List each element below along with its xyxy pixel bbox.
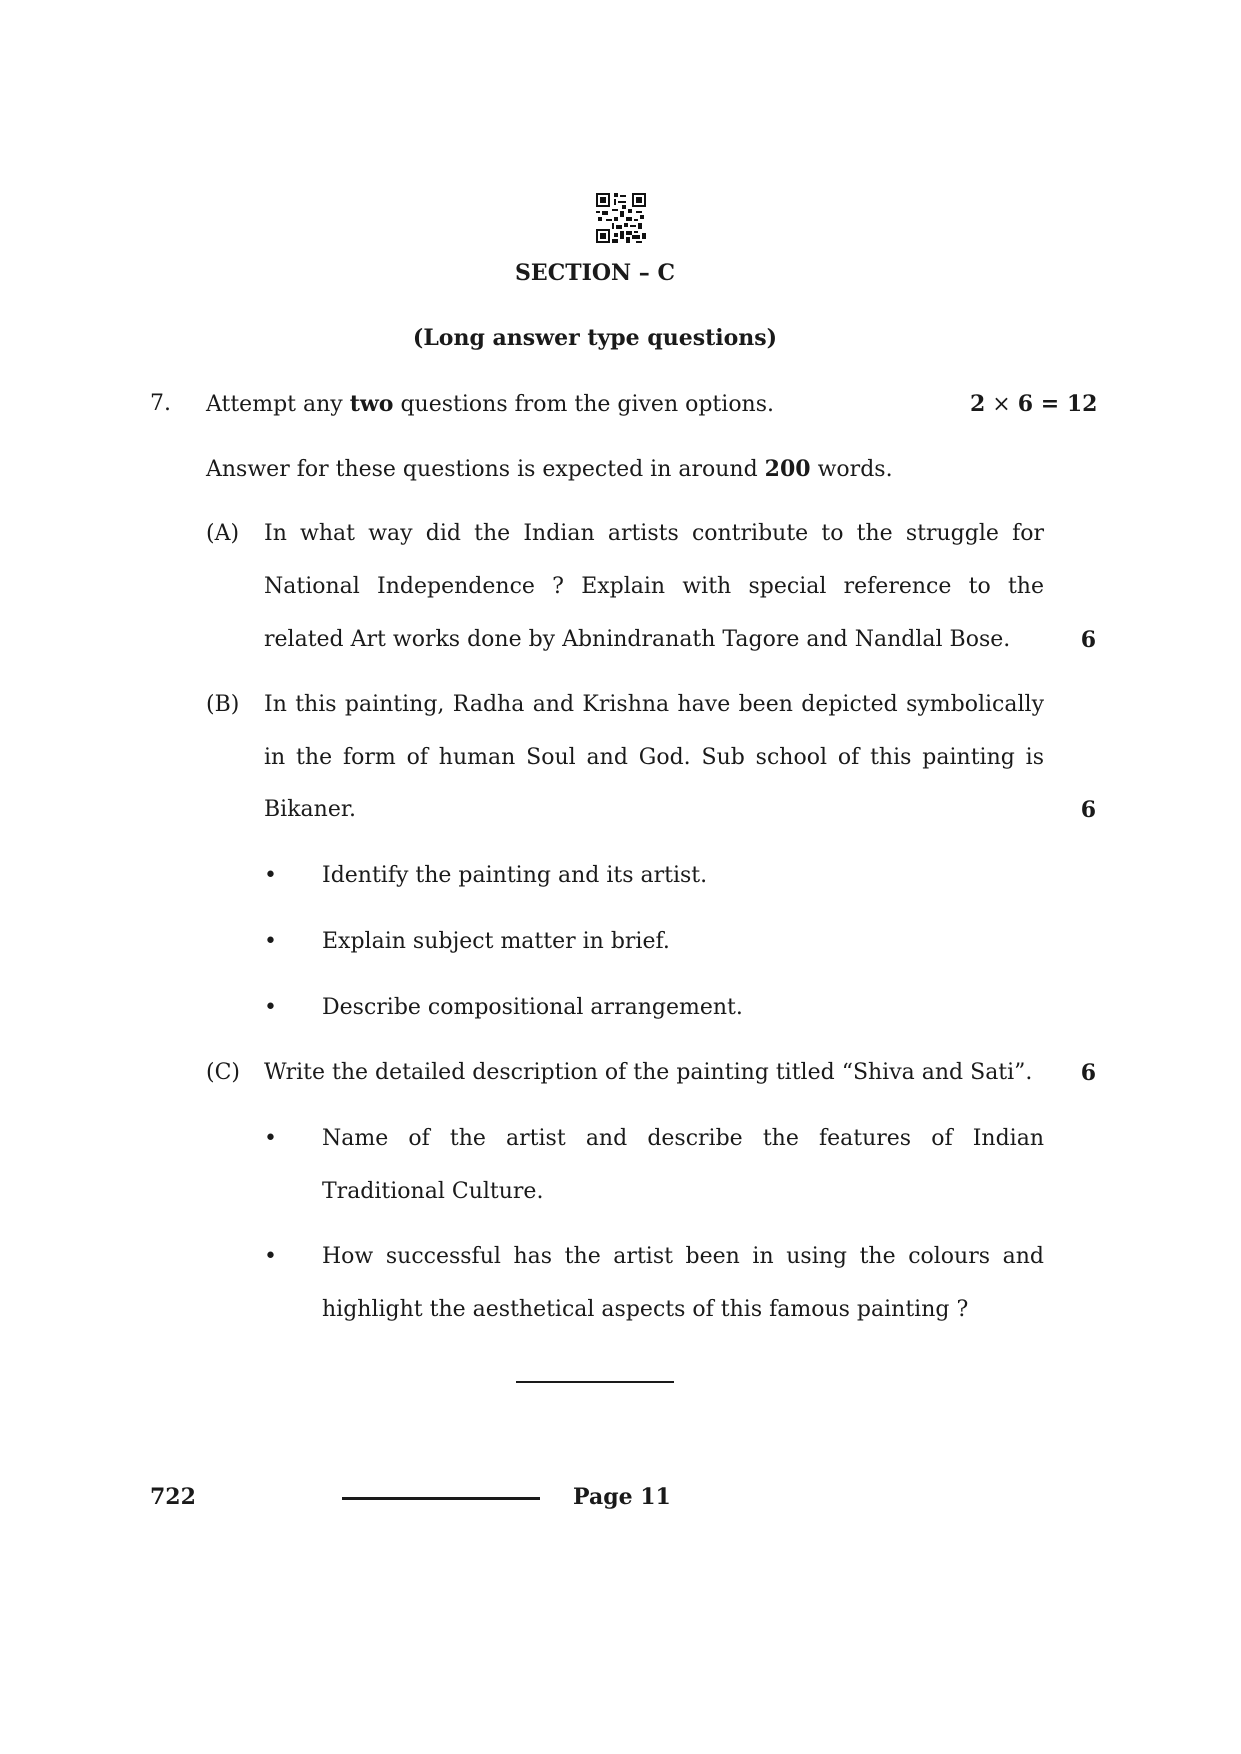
question-number: 7. [150,391,171,416]
instruction-word-count: 200 [764,456,811,482]
option-a-line3: related Art works done by Abnindranath Tagore and Nandlal Bose. [264,627,1011,652]
bullet-icon: • [264,995,277,1020]
option-b-label: (B) [206,692,240,717]
option-b-bullet-1: Identify the painting and its artist. [322,863,708,888]
option-c-bullet-2-line1: How successful has the artist been in using the colours and [322,1244,1044,1269]
option-b-bullet-3: Describe compositional arrangement. [322,995,743,1020]
option-c-marks: 6 [1080,1060,1096,1086]
option-a-marks: 6 [1080,627,1096,653]
qr-code-image [596,193,646,243]
footer-paper-code: 722 [150,1484,196,1510]
option-c-line1: Write the detailed description of the painting titled “Shiva and Sati”. [264,1060,1033,1085]
question-instruction [206,455,893,484]
bullet-icon: • [264,1126,277,1151]
section-subtitle: (Long answer type questions) [412,325,778,351]
option-b-line3: Bikaner. [264,797,356,822]
question-marks-formula [970,390,1096,419]
bullet-icon: • [264,929,277,954]
marks-formula-a: 2 [970,391,986,417]
option-c-label: (C) [206,1060,240,1085]
question-intro [206,390,774,419]
bullet-icon: • [264,863,277,888]
option-b-line1: In this painting, Radha and Krishna have been depicted symbolically [264,692,1044,717]
question-intro-text: Attempt any [206,392,350,417]
footer-rule [342,1497,540,1500]
question-intro-emphasis: two [349,391,394,417]
option-c-bullet-2-line2: highlight the aesthetical aspects of this famous painting ? [322,1297,969,1322]
question-intro-text-end: questions from the given options. [393,392,775,417]
marks-formula-b: 6 [1017,391,1034,417]
option-a-line2: National Independence ? Explain with special reference to the [264,574,1044,599]
marks-formula-eq: = [1033,391,1067,417]
option-b-marks: 6 [1080,797,1096,823]
instruction-text-end: words. [810,457,893,482]
option-a-label: (A) [206,521,240,546]
option-b-line2: in the form of human Soul and God. Sub school of this painting is [264,745,1044,770]
instruction-text: Answer for these questions is expected in around [206,457,765,482]
section-title: SECTION – C [515,260,675,286]
option-a-line1: In what way did the Indian artists contribute to the struggle for [264,521,1044,546]
end-separator [516,1381,674,1383]
option-b-bullet-2: Explain subject matter in brief. [322,929,670,954]
option-c-bullet-1-line1: Name of the artist and describe the features of Indian [322,1126,1044,1151]
marks-formula-times: × [985,392,1018,417]
option-c-bullet-1-line2: Traditional Culture. [322,1179,544,1204]
marks-formula-total: 12 [1066,391,1098,417]
bullet-icon: • [264,1244,277,1269]
footer-page-number: Page 11 [573,1484,671,1510]
